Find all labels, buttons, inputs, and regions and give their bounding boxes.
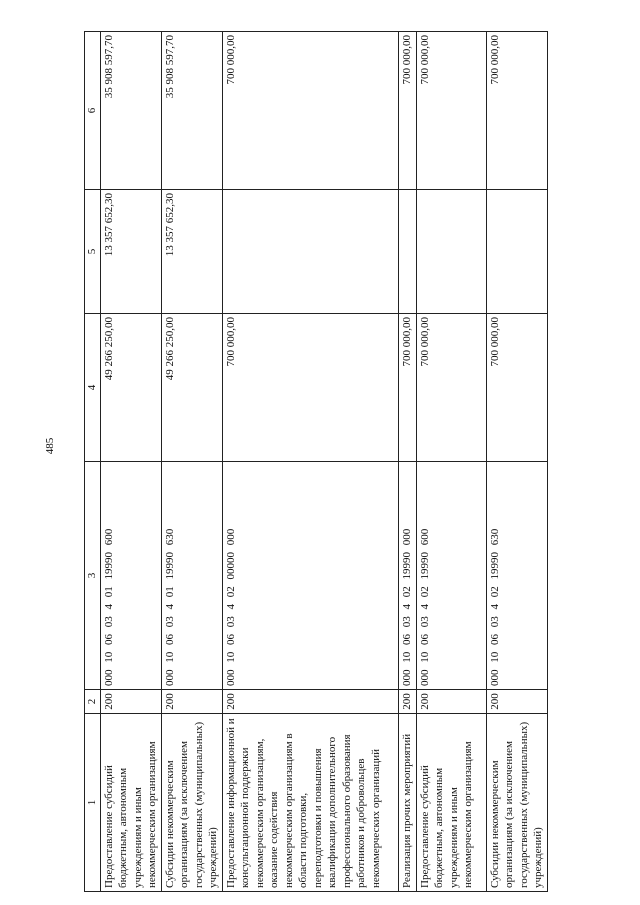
header-col-2: 2	[85, 690, 101, 714]
row-admin-code: 200	[100, 690, 161, 714]
row-name: Субсидии некоммерческим организациям (за исключением государственных (муниципальных) учреждений)	[161, 714, 222, 892]
row-classification-code: 000 10 06 03 4 01 19990 600	[100, 462, 161, 690]
table-row	[398, 32, 416, 892]
table-row	[222, 32, 398, 892]
header-col-4: 4	[85, 314, 101, 462]
row-col4-value: 700 000,00	[222, 314, 398, 462]
row-col6-value: 35 908 597,70	[100, 32, 161, 190]
budget-table	[84, 31, 548, 892]
row-col4-value: 700 000,00	[398, 314, 416, 462]
row-admin-code: 200	[161, 690, 222, 714]
row-classification-code: 000 10 06 03 4 02 19990 600	[416, 462, 486, 690]
row-admin-code: 200	[222, 690, 398, 714]
row-classification-code: 000 10 06 03 4 02 19990 630	[486, 462, 547, 690]
row-col6-value: 700 000,00	[486, 32, 547, 190]
header-col-1: 1	[85, 714, 101, 892]
row-col6-value: 700 000,00	[416, 32, 486, 190]
table-row	[100, 32, 161, 892]
row-col5-value: 13 357 652,30	[100, 190, 161, 314]
row-col5-value	[398, 190, 416, 314]
row-admin-code: 200	[398, 690, 416, 714]
row-col4-value: 700 000,00	[486, 314, 547, 462]
row-col4-value: 700 000,00	[416, 314, 486, 462]
row-classification-code: 000 10 06 03 4 01 19990 630	[161, 462, 222, 690]
row-col5-value	[222, 190, 398, 314]
row-admin-code: 200	[416, 690, 486, 714]
rotated-table-container	[84, 32, 584, 892]
row-col6-value: 35 908 597,70	[161, 32, 222, 190]
row-name: Предоставление информационной и консультационной поддержки некоммерческим организациям, оказание содействия некоммерческим организациям в области подготовки, переподготовки и повышения квалификации дополнительного профессионального образования работников и добровольцев некоммерческих организаций	[222, 714, 398, 892]
row-col4-value: 49 266 250,00	[100, 314, 161, 462]
row-col6-value: 700 000,00	[398, 32, 416, 190]
row-col5-value	[486, 190, 547, 314]
row-col6-value: 700 000,00	[222, 32, 398, 190]
header-col-5: 5	[85, 190, 101, 314]
row-col4-value: 49 266 250,00	[161, 314, 222, 462]
row-admin-code: 200	[486, 690, 547, 714]
header-col-6: 6	[85, 32, 101, 190]
header-row	[85, 32, 101, 892]
row-col5-value	[416, 190, 486, 314]
row-classification-code: 000 10 06 03 4 02 19990 000	[398, 462, 416, 690]
row-col5-value: 13 357 652,30	[161, 190, 222, 314]
row-name: Субсидии некоммерческим организациям (за исключением государственных (муниципальных) учреждений)	[486, 714, 547, 892]
page-number: 485	[44, 437, 56, 455]
table-row	[486, 32, 547, 892]
table-row	[161, 32, 222, 892]
row-classification-code: 000 10 06 03 4 02 00000 000	[222, 462, 398, 690]
header-col-3: 3	[85, 462, 101, 690]
row-name: Реализация прочих мероприятий	[398, 714, 416, 892]
row-name: Предоставление субсидий бюджетным, автономным учреждениям и иным некоммерческим организациям	[416, 714, 486, 892]
row-name: Предоставление субсидий бюджетным, автономным учреждениям и иным некоммерческим организациям	[100, 714, 161, 892]
table-row	[416, 32, 486, 892]
